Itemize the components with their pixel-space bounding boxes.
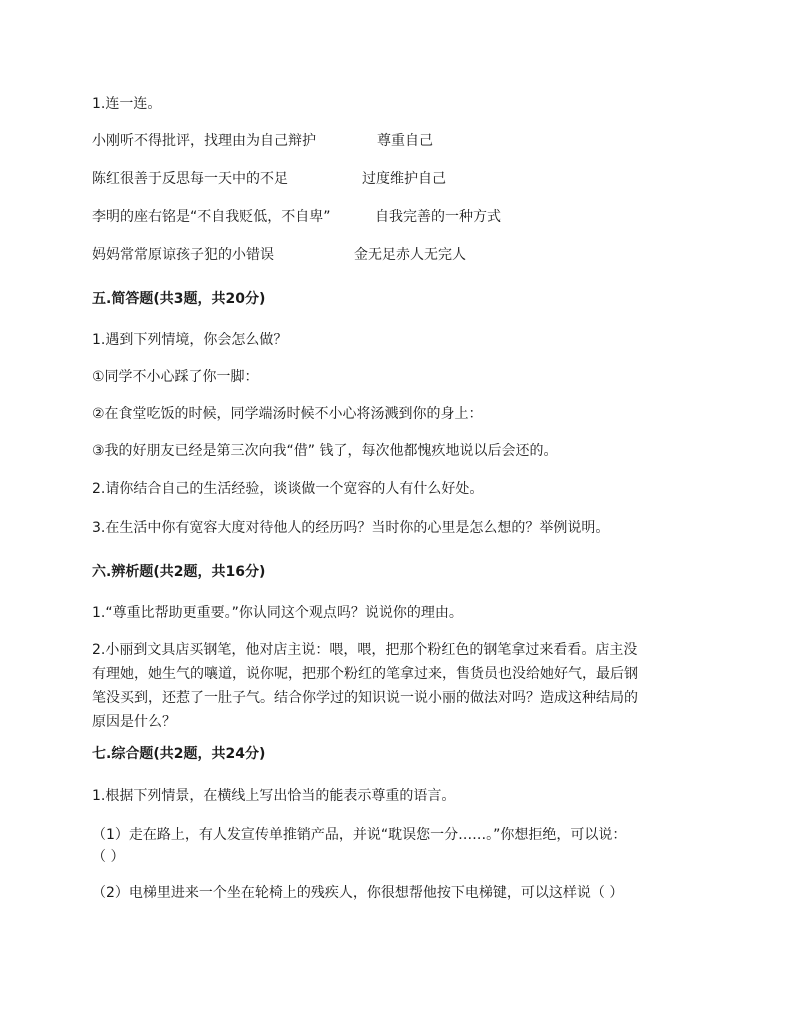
matching-left-item: 李明的座右铭是“不自我贬低，不自卑” — [92, 209, 331, 225]
section-heading: 七.综合题(共2题，共24分) — [92, 746, 266, 762]
paragraph-line: 原因是什么？ — [92, 714, 176, 730]
paragraph-line: 有理她，她生气的嚷道，说你呢，把那个粉红的笔拿过来，售货员也没给她好气，最后钢 — [92, 666, 638, 682]
section-heading: 六.辨析题(共2题，共16分) — [92, 564, 266, 580]
question-sub-item: （1）走在路上，有人发宣传单推销产品，并说“耽误您一分……。”你想拒绝，可以说： — [92, 827, 627, 843]
question-sub-item: ①同学不小心踩了你一脚： — [92, 369, 259, 385]
question-text: 3.在生活中你有宽容大度对待他人的经历吗？当时你的心里是怎么想的？举例说明。 — [92, 520, 610, 536]
question-sub-item: （2）电梯里进来一个坐在轮椅上的残疾人，你很想帮他按下电梯键，可以这样说（ ） — [92, 885, 624, 901]
matching-question-title: 1.连一连。 — [92, 96, 162, 112]
question-sub-item: ③我的好朋友已经是第三次向我“借” 钱了，每次他都愧疚地说以后会还的。 — [92, 443, 558, 459]
answer-blank: （ ） — [92, 849, 125, 865]
matching-right-item: 金无足赤人无完人 — [354, 247, 466, 263]
paragraph-line: 笔没买到，还惹了一肚子气。结合你学过的知识说一说小丽的做法对吗？造成这种结局的 — [92, 690, 638, 706]
section-heading: 五.简答题(共3题，共20分) — [92, 291, 266, 307]
matching-right-item: 自我完善的一种方式 — [375, 209, 501, 225]
matching-left-item: 小刚听不得批评，找理由为自己辩护 — [92, 133, 316, 149]
matching-left-item: 妈妈常常原谅孩子犯的小错误 — [92, 247, 274, 263]
question-text: 1.遇到下列情境，你会怎么做？ — [92, 332, 288, 348]
paragraph-line: 2.小丽到文具店买钢笔，他对店主说：喂，喂，把那个粉红色的钢笔拿过来看看。店主没 — [92, 642, 638, 658]
matching-right-item: 尊重自己 — [377, 133, 433, 149]
matching-left-item: 陈红很善于反思每一天中的不足 — [92, 171, 288, 187]
matching-right-item: 过度维护自己 — [362, 171, 446, 187]
question-text: 1.根据下列情景，在横线上写出恰当的能表示尊重的语言。 — [92, 788, 456, 804]
question-text: 2.请你结合自己的生活经验，谈谈做一个宽容的人有什么好处。 — [92, 481, 484, 497]
question-sub-item: ②在食堂吃饭的时候，同学端汤时候不小心将汤溅到你的身上： — [92, 406, 483, 422]
question-text: 1.“尊重比帮助更重要。”你认同这个观点吗？说说你的理由。 — [92, 605, 463, 621]
